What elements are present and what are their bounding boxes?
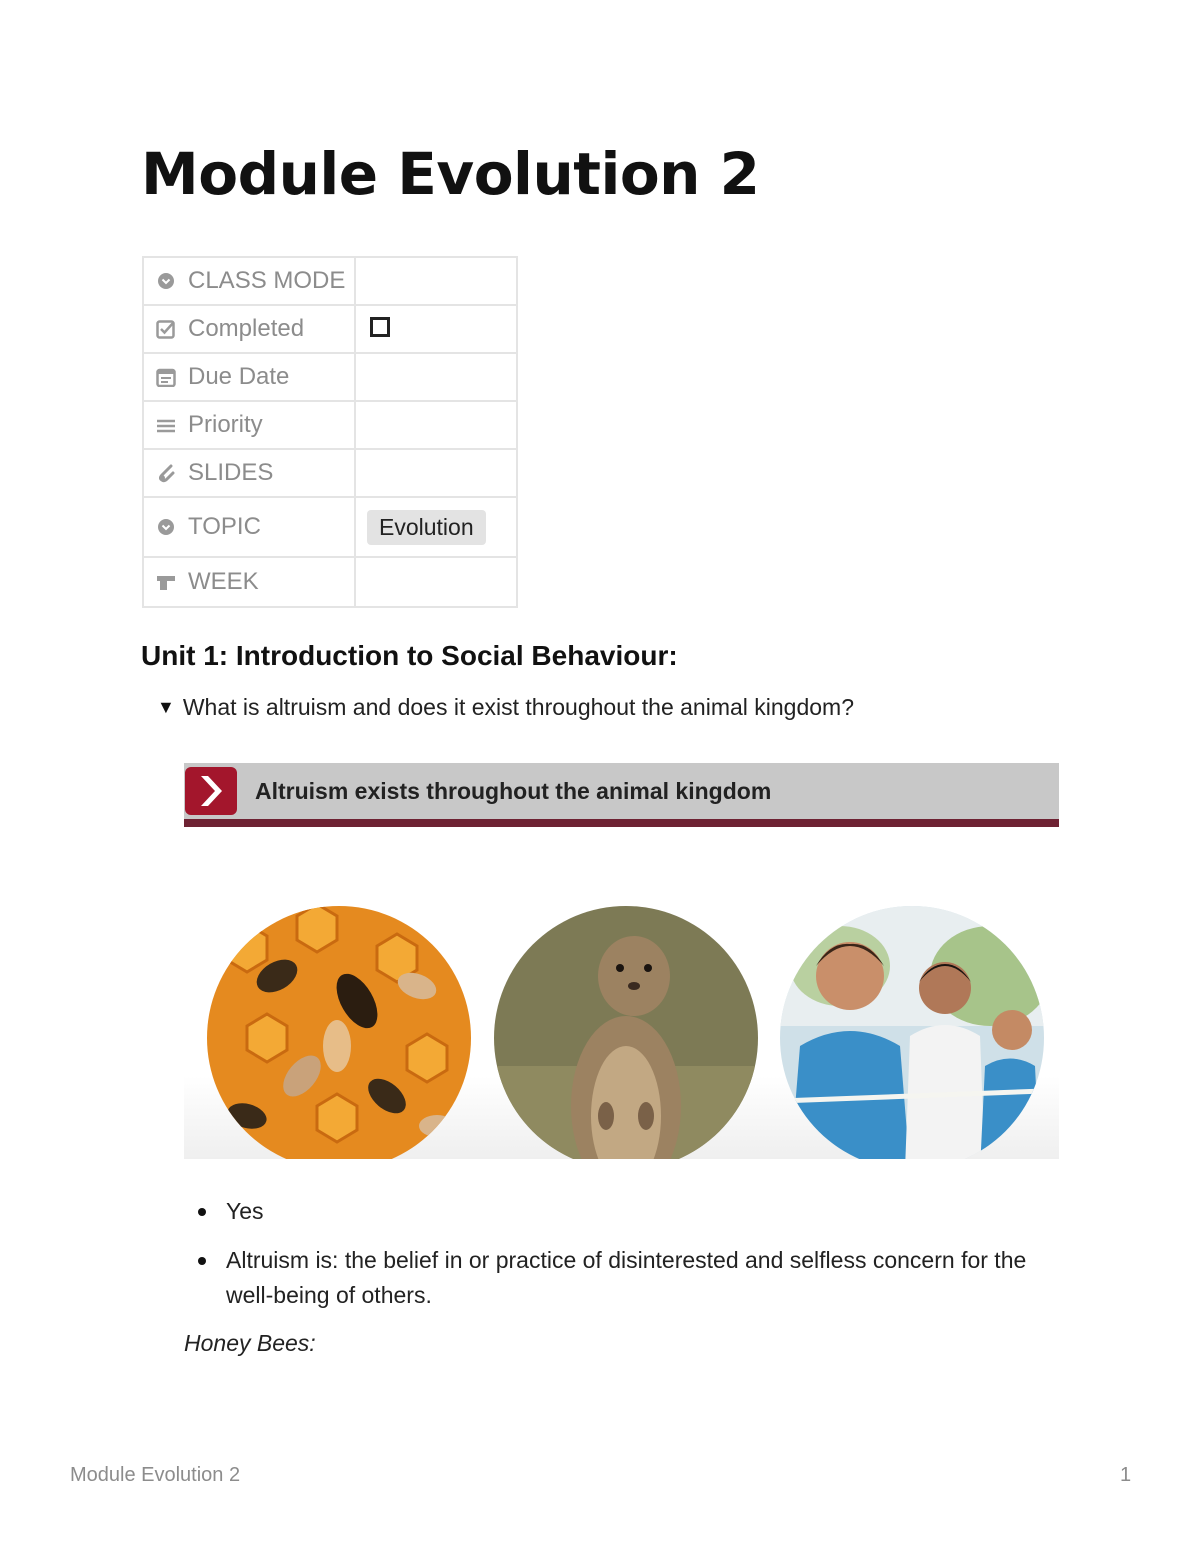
- bullet-list: [196, 1194, 1036, 1327]
- calendar-icon: [156, 367, 176, 387]
- property-row-due-date[interactable]: [143, 353, 517, 401]
- honey-bees-photo: [207, 906, 471, 1159]
- slide-banner: [184, 763, 1059, 827]
- property-row-slides[interactable]: [143, 449, 517, 497]
- property-value-week[interactable]: [355, 557, 517, 607]
- property-row-class-mode[interactable]: [143, 257, 517, 305]
- unit-heading: Unit 1: Introduction to Social Behaviour:: [141, 640, 678, 671]
- property-label: WEEK: [188, 568, 259, 595]
- circle-dot-icon: [156, 517, 176, 537]
- footer-title: Module Evolution 2: [70, 1464, 241, 1486]
- property-label: Due Date: [188, 363, 290, 390]
- chevron-right-icon: [185, 767, 237, 815]
- properties-table: [142, 256, 518, 608]
- page-number: 1: [1120, 1464, 1132, 1486]
- list-item: Altruism is: the belief in or practice of disinterested and selfless concern for the well-being of others.: [196, 1243, 1036, 1313]
- property-label: Priority: [188, 411, 263, 438]
- text-icon: [156, 572, 176, 592]
- attachment-icon: [156, 463, 176, 483]
- toggle-triangle-icon[interactable]: ▼: [157, 697, 175, 717]
- slide-title: Altruism exists throughout the animal kingdom: [255, 777, 772, 804]
- page-title: Module Evolution 2: [141, 140, 760, 208]
- toggle-block[interactable]: [157, 694, 854, 721]
- honey-bees-subheading: Honey Bees:: [184, 1330, 316, 1356]
- property-label: SLIDES: [188, 459, 274, 486]
- property-row-week[interactable]: [143, 557, 517, 607]
- checkbox-icon: [156, 319, 176, 339]
- list-icon: [156, 415, 176, 435]
- topic-tag[interactable]: Evolution: [367, 510, 486, 545]
- property-row-topic[interactable]: [143, 497, 517, 557]
- slide-image: [184, 827, 1059, 1159]
- men-tug-of-war-photo: [780, 906, 1044, 1159]
- property-label: CLASS MODE: [188, 267, 346, 294]
- completed-checkbox[interactable]: [370, 317, 390, 337]
- ground-squirrel-photo: [494, 906, 758, 1159]
- property-row-completed[interactable]: [143, 305, 517, 353]
- property-row-priority[interactable]: [143, 401, 517, 449]
- property-label: Completed: [188, 315, 305, 342]
- property-value-priority[interactable]: [355, 401, 517, 449]
- property-value-due-date[interactable]: [355, 353, 517, 401]
- property-value-slides[interactable]: [355, 449, 517, 497]
- property-label: TOPIC: [188, 513, 261, 540]
- list-item: Yes: [196, 1194, 1036, 1229]
- toggle-question: What is altruism and does it exist throughout the animal kingdom?: [182, 694, 855, 720]
- property-value-class-mode[interactable]: [355, 257, 517, 305]
- circle-dot-icon: [156, 271, 176, 291]
